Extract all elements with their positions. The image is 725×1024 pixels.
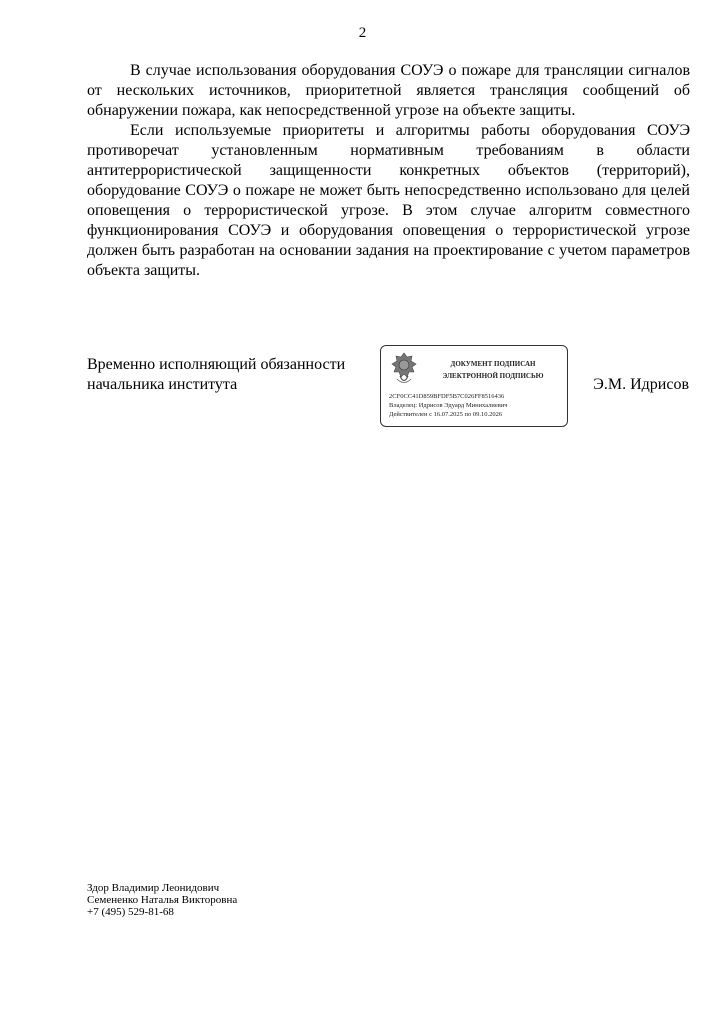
- stamp-title-line1: ДОКУМЕНТ ПОДПИСАН: [450, 360, 536, 368]
- paragraph-algorithm: Если используемые приоритеты и алгоритмы работы оборудования СОУЭ противоречат установленным нормативным требованиям в области антитеррористической защищенности конкретных объектов (территорий), оборудование СОУЭ о пожаре не может быть непосредственно использовано для целей оповещения о террористической угрозе. В этом случае алгоритм совместного функционирования СОУЭ и оборудования оповещения о террористической угрозе должен быть разработан на основании задания на проектирование с учетом параметров объекта защиты.: [87, 122, 690, 279]
- emercom-emblem-icon: [391, 352, 417, 386]
- signer-position-line2: начальника института: [87, 376, 238, 393]
- stamp-title-line2: ЭЛЕКТРОННОЙ ПОДПИСЬЮ: [442, 372, 544, 380]
- stamp-certificate: 2CF0CC41D859BFDF5B7C026FF8516436: [389, 393, 505, 400]
- stamp-validity: Действителен с 16.07.2025 по 09.10.2026: [389, 411, 503, 418]
- page-number: 2: [358, 25, 367, 41]
- signer-name: Э.М. Идрисов: [593, 376, 689, 393]
- signer-position-line1: Временно исполняющий обязанности: [87, 356, 346, 373]
- electronic-signature-stamp: [380, 345, 568, 427]
- stamp-owner: Владелец: Идрисов Эдуард Минихалиевич: [389, 402, 508, 409]
- stamp-details: [389, 392, 508, 419]
- executor-phone: +7 (495) 529-81-68: [87, 906, 174, 918]
- executor-name-1: Здор Владимир Леонидович: [87, 882, 220, 894]
- paragraph-priority: В случае использования оборудования СОУЭ о пожаре для трансляции сигналов от нескольких источников, приоритетной является трансляция сообщений об обнаружении пожара, как непосредственной угрозе на объекте защиты.: [87, 62, 690, 119]
- executor-name-2: Семененко Наталья Викторовна: [87, 894, 238, 906]
- document-body: [87, 61, 690, 281]
- stamp-title: [425, 358, 561, 382]
- signer-position: [87, 355, 377, 395]
- executor-contacts: [87, 882, 237, 918]
